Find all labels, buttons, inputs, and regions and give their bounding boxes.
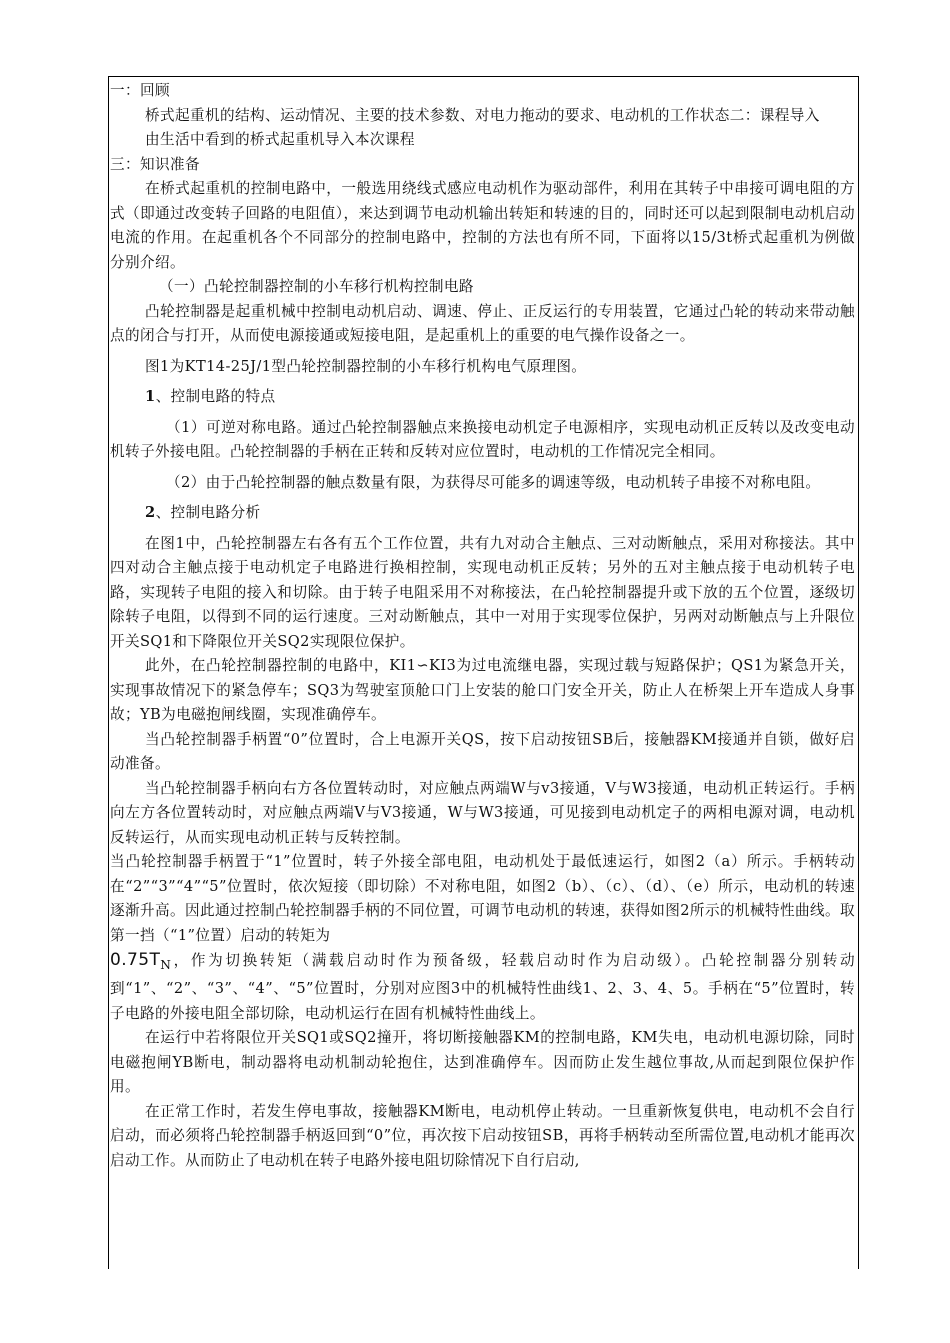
torque-subscript: N (160, 957, 172, 972)
section-heading-review: 一：回顾 (110, 82, 170, 99)
knowledge-paragraph: 在桥式起重机的控制电路中，一般选用绕线式感应电动机作为驱动部件，利用在其转子中串接可调电阻的方式（即通过改变转子回路的电阻值），来达到调节电动机输出转矩和转速的目的，同时还可以起到限制电动机启动电流的作用。在起重机各个不同部分的控制电路中，控制的方法也有所不同，下面将以15/3t桥式起重机为例做分别介绍。 (110, 180, 855, 271)
subsection-heading: （一）凸轮控制器控制的小车移行机构控制电路 (159, 278, 474, 295)
heading-features (110, 385, 855, 410)
analysis-paragraph-2: 此外，在凸轮控制器控制的电路中，KI1∽KI3为过电流继电器，实现过载与短路保护；QS1为紧急开关，实现事故情况下的紧急停车；SQ3为驾驶室顶舱口门上安装的舱口门安全开关，防止人在桥架上开车造成人身事故；YB为电磁抱闸线圈，实现准确停车。 (110, 657, 855, 723)
heading-features-number: 1 (145, 388, 156, 405)
section-heading-knowledge: 三：知识准备 (110, 155, 200, 173)
heading-analysis-text: 、控制电路分析 (155, 504, 261, 521)
intro-paragraph: 由生活中看到的桥式起重机导入本次课程 (145, 131, 415, 148)
analysis-paragraph-6: 在运行中若将限位开关SQ1或SQ2撞开，将切断接触器KM的控制电路，KM失电，电动机电源切除，同时电磁抱闸YB断电，制动器将电动机制动轮抱住，达到准确停车。因而防止发生越位事故,从而起到限位保护作用。 (110, 1029, 855, 1096)
analysis-paragraph-3: 当凸轮控制器手柄置“0”位置时，合上电源开关QS，按下启动按钮SB后，接触器KM接通并自锁，做好启动准备。 (110, 730, 855, 772)
torque-value: 0.75T (110, 950, 161, 970)
analysis-paragraph-1: 在图1中，凸轮控制器左右各有五个工作位置，共有九对动合主触点、三对动断触点，采用对称接法。其中四对动合主触点接于电动机定子电路进行换相控制，实现电动机正反转；另外的五对主触点接于电动机转子电路，实现转子电阻的接入和切除。由于转子电阻采用不对称接法，在凸轮控制器提升或下放的五个位置，逐级切除转子电阻，以得到不同的运行速度。三对动断触点，其中一对用于实现零位保护，另两对动断触点与上升限位开关SQ1和下降限位开关SQ2实现限位保护。 (110, 534, 855, 650)
feature-item-2: （2）由于凸轮控制器的触点数量有限，为获得尽可能多的调速等级，电动机转子串接不对称电阻。 (166, 473, 821, 491)
analysis-paragraph-4: 当凸轮控制器手柄向右方各位置转动时，对应触点两端W与v3接通，V与W3接通，电动机正转运行。手柄向左方各位置转动时，对应触点两端V与V3接通，W与W3接通，可见接到电动机定子的两相电源对调，电动机反转运行，从而实现电动机正转与反转控制。 (110, 779, 855, 846)
analysis-paragraph-5 (110, 850, 855, 1026)
review-paragraph: 桥式起重机的结构、运动情况、主要的技术参数、对电力拖动的要求、电动机的工作状态二：课程导入 (145, 106, 820, 124)
analysis-paragraph-7: 在正常工作时，若发生停电事故，接触器KM断电，电动机停止转动。一旦重新恢复供电，电动机不会自行启动，而必须将凸轮控制器手柄返回到“0”位，再次按下启动按钮SB，再将手柄转动至所需位置,电动机才能再次启动工作。从而防止了电动机在转子电路外接电阻切除情况下自行启动, (110, 1102, 855, 1169)
document-body (110, 79, 855, 1173)
figure-reference-paragraph: 图1为KT14-25J/1型凸轮控制器控制的小车移行机构电气原理图。 (145, 357, 587, 375)
analysis-paragraph-5-text: 当凸轮控制器手柄置于“1”位置时，转子外接全部电阻，电动机处于最低速运行，如图2（a）所示。手柄转动在“2”“3”“4”“5”位置时，依次短接（即切除）不对称电阻，如图2（b）、（c）、（d）、（e）所示，电动机的转速逐渐升高。因此通过控制凸轮控制器手柄的不同位置，可调节电动机的转速，获得如图2所示的机械特性曲线。取第一挡（“1”位置）启动的转矩为 (110, 853, 855, 944)
heading-analysis-number: 2 (145, 504, 156, 521)
analysis-paragraph-5-rest: ，作为切换转矩（满载启动时作为预备级，轻载启动时作为启动级）。凸轮控制器分别转动到“1”、“2”、“3”、“4”、“5”位置时，分别对应图3中的机械特性曲线1、2、3、4、5。手柄在“5”位置时，转子电路的外接电阻全部切除，电动机运行在固有机械特性曲线上。 (110, 952, 855, 1022)
heading-features-text: 、控制电路的特点 (155, 388, 276, 405)
feature-item-1: （1）可逆对称电路。通过凸轮控制器触点来换接电动机定子电源相序，实现电动机正反转以及改变电动机转子外接电阻。凸轮控制器的手柄在正转和反转对应位置时，电动机的工作情况完全相同。 (110, 418, 855, 460)
cam-controller-paragraph: 凸轮控制器是起重机械中控制电动机启动、调速、停止、正反运行的专用装置，它通过凸轮的转动来带动触点的闭合与打开，从而使电源接通或短接电阻，是起重机上的重要的电气操作设备之一。 (110, 302, 855, 344)
heading-analysis (110, 501, 855, 526)
